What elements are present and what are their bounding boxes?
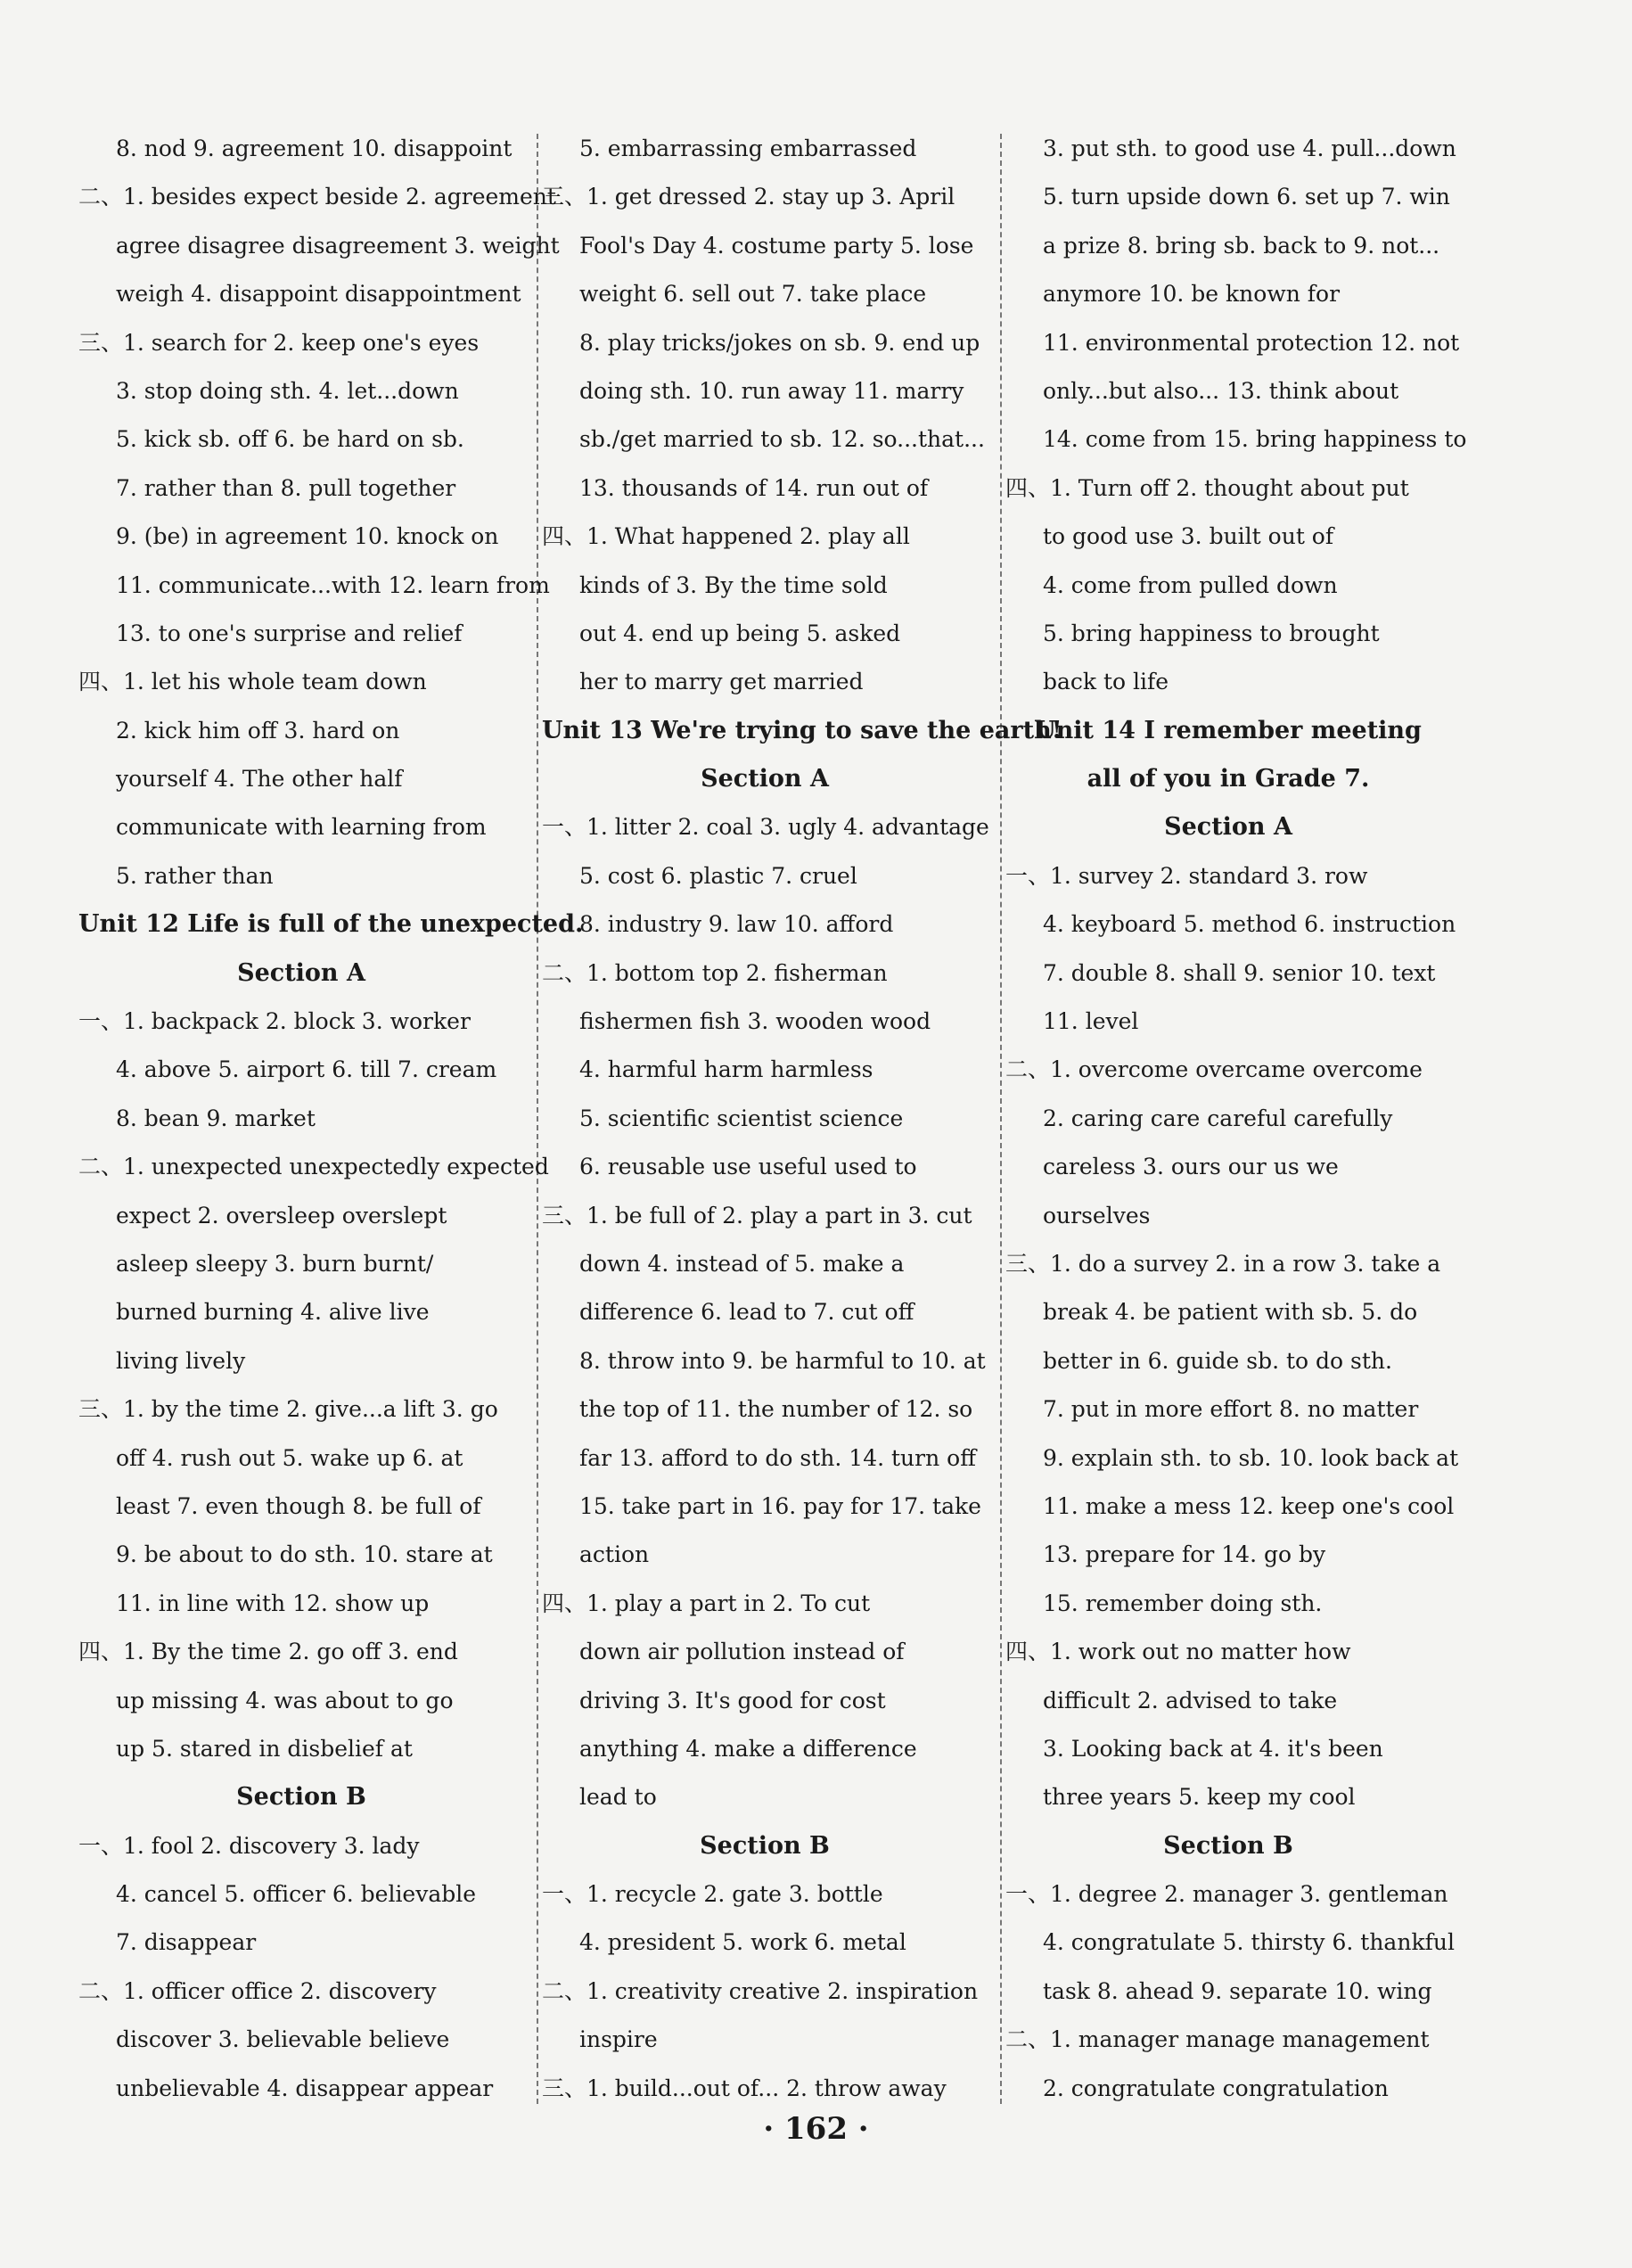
column-3 xyxy=(1005,125,1467,2113)
answer-line: down air pollution instead of xyxy=(579,1639,905,1665)
answer-line: better in 6. guide sb. to do sth. xyxy=(1043,1347,1392,1374)
answer-line: 四、1. work out no matter how xyxy=(1005,1639,1351,1665)
answer-line: sb./get married to sb. 12. so...that... xyxy=(579,426,985,453)
answer-line: 4. cancel 5. officer 6. believable xyxy=(116,1881,477,1908)
answer-line: 一、1. fool 2. discovery 3. lady xyxy=(78,1832,420,1859)
answer-line: 2. caring care careful carefully xyxy=(1043,1105,1393,1131)
answer-line: 8. industry 9. law 10. afford xyxy=(579,911,894,938)
answer-line: 5. cost 6. plastic 7. cruel xyxy=(579,862,857,889)
answer-line: 三、1. by the time 2. give...a lift 3. go xyxy=(78,1396,498,1423)
answer-line: 9. explain sth. to sb. 10. look back at xyxy=(1043,1444,1459,1471)
answer-line: 15. remember doing sth. xyxy=(1043,1590,1323,1616)
section-heading: Unit 12 Life is full of the unexpected. xyxy=(78,910,584,939)
section-heading: Unit 13 We're trying to save the earth! xyxy=(542,716,1062,744)
column-divider xyxy=(537,134,538,2104)
answer-line: 三、1. build...out of... 2. throw away xyxy=(542,2075,947,2101)
answer-line: action xyxy=(579,1541,650,1568)
section-heading: Section B xyxy=(1163,1831,1293,1860)
answer-line: 7. rather than 8. pull together xyxy=(116,474,456,501)
answer-line: 9. (be) in agreement 10. knock on xyxy=(116,523,499,550)
answer-line: 一、1. litter 2. coal 3. ugly 4. advantage xyxy=(542,814,989,841)
answer-line: difference 6. lead to 7. cut off xyxy=(579,1299,914,1326)
answer-line: 8. bean 9. market xyxy=(116,1105,316,1131)
answer-line: 9. be about to do sth. 10. stare at xyxy=(116,1541,493,1568)
answer-line: 4. harmful harm harmless xyxy=(579,1056,873,1083)
answer-line: doing sth. 10. run away 11. marry xyxy=(579,377,964,404)
answer-line: 8. play tricks/jokes on sb. 9. end up xyxy=(579,329,980,356)
answer-line: 二、1. overcome overcame overcome xyxy=(1005,1056,1423,1083)
answer-line: 13. to one's surprise and relief xyxy=(116,620,463,646)
answer-line: 四、1. let his whole team down xyxy=(78,669,427,695)
answer-line: 5. scientific scientist science xyxy=(579,1105,904,1131)
answer-line: only...but also... 13. think about xyxy=(1043,377,1399,404)
answer-line: three years 5. keep my cool xyxy=(1043,1784,1356,1811)
answer-line: 二、1. unexpected unexpectedly expected xyxy=(78,1154,549,1180)
answer-line: 四、1. By the time 2. go off 3. end xyxy=(78,1639,458,1665)
section-heading: Section B xyxy=(700,1831,830,1860)
column-divider xyxy=(1000,134,1002,2104)
answer-line: kinds of 3. By the time sold xyxy=(579,571,888,598)
answer-line: burned burning 4. alive live xyxy=(116,1299,430,1326)
answer-line: Fool's Day 4. costume party 5. lose xyxy=(579,232,974,259)
page-number: · 162 · xyxy=(763,2111,869,2147)
answer-line: anymore 10. be known for xyxy=(1043,281,1341,308)
answer-line: 一、1. degree 2. manager 3. gentleman xyxy=(1005,1881,1448,1908)
answer-line: fishermen fish 3. wooden wood xyxy=(579,1008,931,1035)
answer-line: off 4. rush out 5. wake up 6. at xyxy=(116,1444,463,1471)
answer-line: 13. prepare for 14. go by xyxy=(1043,1541,1326,1568)
answer-line: communicate with learning from xyxy=(116,814,487,841)
answer-line: break 4. be patient with sb. 5. do xyxy=(1043,1299,1418,1326)
answer-line: 13. thousands of 14. run out of xyxy=(579,474,929,501)
answer-line: weight 6. sell out 7. take place xyxy=(579,281,927,308)
section-heading: all of you in Grade 7. xyxy=(1087,765,1370,793)
answer-line: 一、1. backpack 2. block 3. worker xyxy=(78,1008,471,1035)
answer-line: 3. put sth. to good use 4. pull...down xyxy=(1043,136,1456,161)
answer-line: agree disagree disagreement 3. weight xyxy=(116,232,560,259)
answer-line: 2. kick him off 3. hard on xyxy=(116,717,400,744)
section-heading: Section A xyxy=(237,958,365,987)
answer-line: a prize 8. bring sb. back to 9. not... xyxy=(1043,232,1440,259)
answer-line: 7. put in more effort 8. no matter xyxy=(1043,1396,1419,1423)
answer-line: 四、1. Turn off 2. thought about put xyxy=(1005,474,1409,501)
answer-line: expect 2. oversleep overslept xyxy=(116,1202,447,1228)
answer-line: driving 3. It's good for cost xyxy=(579,1687,886,1713)
answer-line: far 13. afford to do sth. 14. turn off xyxy=(579,1444,976,1471)
answer-line: to good use 3. built out of xyxy=(1043,523,1334,550)
answer-line: the top of 11. the number of 12. so xyxy=(579,1396,973,1423)
answer-line: inspire xyxy=(579,2026,658,2053)
answer-line: 三、1. be full of 2. play a part in 3. cut xyxy=(542,1202,972,1228)
answer-line: discover 3. believable believe xyxy=(116,2026,450,2053)
answer-line: 三、1. search for 2. keep one's eyes xyxy=(78,329,480,356)
answer-line: 5. bring happiness to brought xyxy=(1043,620,1380,646)
answer-line: 4. above 5. airport 6. till 7. cream xyxy=(116,1056,497,1083)
answer-line: 11. in line with 12. show up xyxy=(116,1590,430,1616)
answer-line: 四、1. What happened 2. play all xyxy=(542,523,910,550)
section-heading: Section A xyxy=(701,765,829,793)
section-heading: Section B xyxy=(236,1783,366,1812)
answer-line: 二、1. bottom top 2. fisherman xyxy=(542,959,888,986)
answer-line: up 5. stared in disbelief at xyxy=(116,1735,413,1762)
answer-line: 3. Looking back at 4. it's been xyxy=(1043,1735,1383,1762)
section-heading: Unit 14 I remember meeting xyxy=(1035,716,1422,744)
answer-line: 4. come from pulled down xyxy=(1043,571,1338,598)
answer-line: 3. stop doing sth. 4. let...down xyxy=(116,377,459,404)
answer-line: 四、1. play a part in 2. To cut xyxy=(542,1590,871,1616)
answer-line: her to marry get married xyxy=(579,669,864,695)
answer-line: down 4. instead of 5. make a xyxy=(579,1250,905,1277)
column-1 xyxy=(78,125,584,2113)
answer-line: difficult 2. advised to take xyxy=(1043,1687,1338,1713)
answer-line: weigh 4. disappoint disappointment xyxy=(116,281,521,308)
answer-line: 11. make a mess 12. keep one's cool xyxy=(1043,1492,1455,1519)
answer-line: 4. congratulate 5. thirsty 6. thankful xyxy=(1043,1929,1455,1956)
answer-line: 二、1. creativity creative 2. inspiration xyxy=(542,1977,979,2004)
answer-line: up missing 4. was about to go xyxy=(116,1687,454,1713)
answer-line: unbelievable 4. disappear appear xyxy=(116,2075,494,2101)
answer-line: 2. congratulate congratulation xyxy=(1043,2075,1389,2101)
answer-line: 一、1. recycle 2. gate 3. bottle xyxy=(542,1881,883,1908)
answer-line: 11. environmental protection 12. not xyxy=(1043,329,1460,356)
answer-line: 8. throw into 9. be harmful to 10. at xyxy=(579,1347,986,1374)
answer-line: 7. disappear xyxy=(116,1929,257,1956)
answer-line: 二、1. officer office 2. discovery xyxy=(78,1977,437,2004)
column-2 xyxy=(542,125,1062,2113)
answer-line: 三、1. do a survey 2. in a row 3. take a xyxy=(1005,1250,1441,1277)
answer-line: 5. kick sb. off 6. be hard on sb. xyxy=(116,426,464,453)
answer-line: 15. take part in 16. pay for 17. take xyxy=(579,1492,981,1519)
answer-line: 5. turn upside down 6. set up 7. win xyxy=(1043,184,1450,210)
answer-line: back to life xyxy=(1043,669,1169,695)
answer-line: out 4. end up being 5. asked xyxy=(579,620,901,646)
answer-line: least 7. even though 8. be full of xyxy=(116,1492,481,1519)
answer-line: lead to xyxy=(579,1784,657,1811)
answer-line: 4. keyboard 5. method 6. instruction xyxy=(1043,911,1456,938)
section-heading: Section A xyxy=(1164,813,1292,842)
answer-line: asleep sleepy 3. burn burnt/ xyxy=(116,1250,434,1277)
answer-line: 4. president 5. work 6. metal xyxy=(579,1929,906,1956)
answer-line: 14. come from 15. bring happiness to xyxy=(1043,426,1467,453)
answer-line: yourself 4. The other half xyxy=(116,766,403,793)
answer-line: 三、1. get dressed 2. stay up 3. April xyxy=(542,184,955,210)
answer-line: ourselves xyxy=(1043,1202,1151,1228)
answer-line: 二、1. manager manage management xyxy=(1005,2026,1430,2053)
answer-line: 二、1. besides expect beside 2. agreement xyxy=(78,184,556,210)
answer-line: 5. rather than xyxy=(116,862,274,889)
answer-line: 6. reusable use useful used to xyxy=(579,1154,917,1180)
answer-line: task 8. ahead 9. separate 10. wing xyxy=(1043,1977,1432,2004)
answer-line: anything 4. make a difference xyxy=(579,1735,917,1762)
answer-line: living lively xyxy=(116,1347,246,1374)
answer-line: 11. level xyxy=(1043,1008,1139,1035)
answer-line: 一、1. survey 2. standard 3. row xyxy=(1005,862,1368,889)
answer-line: 11. communicate...with 12. learn from xyxy=(116,571,550,598)
answer-line: 5. embarrassing embarrassed xyxy=(579,136,917,161)
answer-line: 7. double 8. shall 9. senior 10. text xyxy=(1043,959,1436,986)
answer-line: careless 3. ours our us we xyxy=(1043,1154,1339,1180)
answer-line: 8. nod 9. agreement 10. disappoint xyxy=(116,136,513,161)
